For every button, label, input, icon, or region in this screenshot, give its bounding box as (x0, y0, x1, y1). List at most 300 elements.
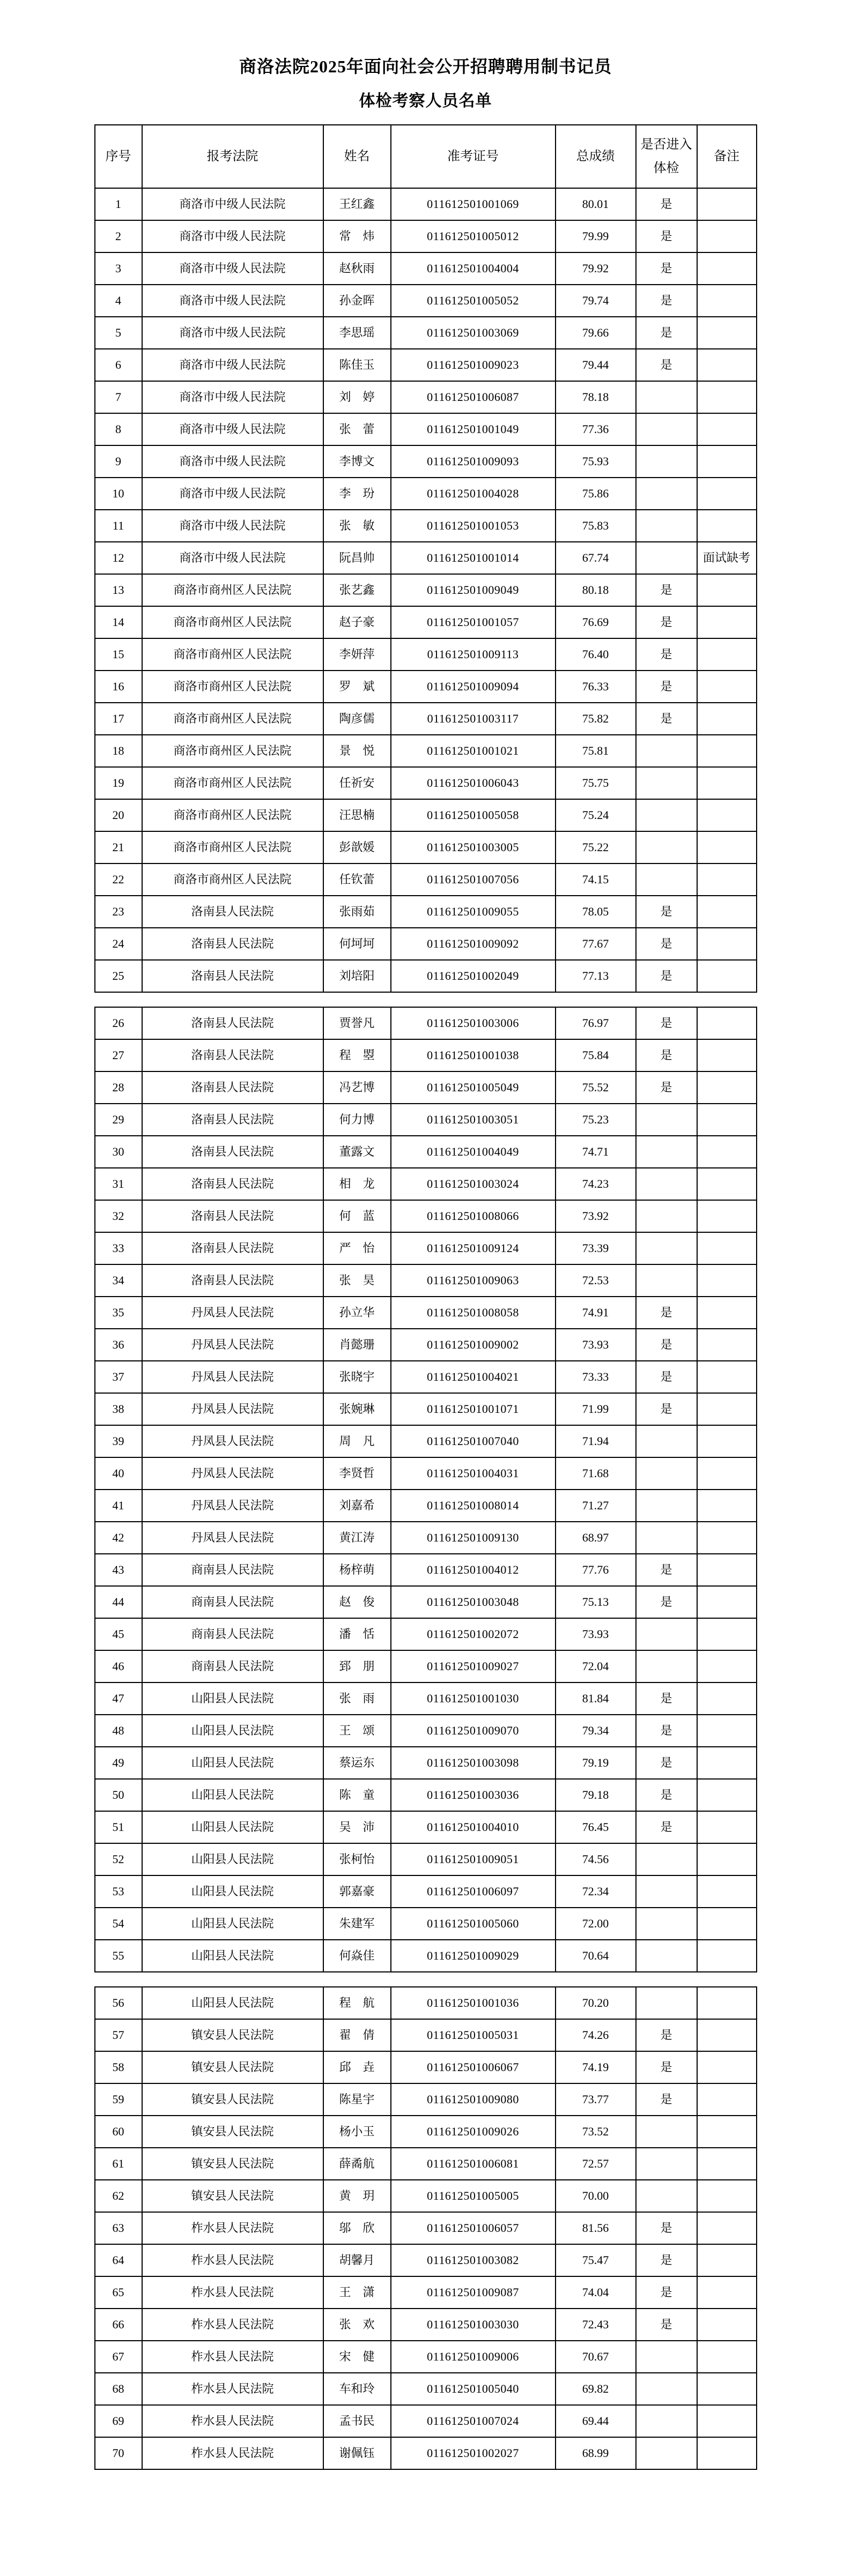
court-cell: 商洛市中级人民法院 (142, 317, 323, 349)
ticket-cell: 011612501009055 (391, 896, 556, 928)
name-cell: 何 蓝 (323, 1200, 391, 1232)
score-cell: 73.52 (556, 2116, 636, 2148)
shortlisted-cell (636, 2180, 697, 2212)
ticket-cell: 011612501009006 (391, 2341, 556, 2373)
name-cell: 肖懿珊 (323, 1329, 391, 1361)
seq-cell: 63 (95, 2212, 142, 2244)
shortlisted-cell: 是 (636, 703, 697, 735)
table-row (95, 1104, 757, 1136)
table-row (95, 735, 757, 767)
remark-cell (697, 896, 757, 928)
score-cell: 73.92 (556, 1200, 636, 1232)
remark-cell (697, 188, 757, 220)
seq-cell: 1 (95, 188, 142, 220)
name-cell: 王 潇 (323, 2276, 391, 2309)
seq-cell: 69 (95, 2405, 142, 2437)
name-cell: 张柯怡 (323, 1843, 391, 1875)
court-cell: 洛南县人民法院 (142, 1136, 323, 1168)
table-row (95, 188, 757, 220)
ticket-cell: 011612501009029 (391, 1940, 556, 1972)
table-row (95, 2244, 757, 2276)
name-cell: 邱 垚 (323, 2051, 391, 2083)
court-cell: 商洛市中级人民法院 (142, 510, 323, 542)
name-cell: 何焱佳 (323, 1940, 391, 1972)
roster-table-section-2 (94, 1007, 757, 1972)
seq-cell: 50 (95, 1779, 142, 1811)
shortlisted-cell: 是 (636, 1811, 697, 1843)
name-cell: 刘 婷 (323, 381, 391, 413)
name-cell: 陈 童 (323, 1779, 391, 1811)
shortlisted-cell: 是 (636, 2276, 697, 2309)
name-cell: 赵 俊 (323, 1586, 391, 1618)
court-cell: 商洛市商州区人民法院 (142, 606, 323, 638)
seq-cell: 49 (95, 1747, 142, 1779)
ticket-cell: 011612501005005 (391, 2180, 556, 2212)
court-cell: 商南县人民法院 (142, 1554, 323, 1586)
seq-cell: 4 (95, 285, 142, 317)
ticket-cell: 011612501001014 (391, 542, 556, 574)
table-row (95, 2341, 757, 2373)
shortlisted-cell (636, 1875, 697, 1908)
header-row (95, 125, 757, 188)
ticket-cell: 011612501007056 (391, 863, 556, 896)
score-cell: 74.71 (556, 1136, 636, 1168)
remark-cell (697, 1104, 757, 1136)
header-cell-remark: 备注 (697, 125, 757, 188)
seq-cell: 12 (95, 542, 142, 574)
ticket-cell: 011612501009002 (391, 1329, 556, 1361)
table-row (95, 349, 757, 381)
seq-cell: 10 (95, 478, 142, 510)
court-cell: 洛南县人民法院 (142, 1168, 323, 1200)
table-row (95, 1361, 757, 1393)
shortlisted-cell: 是 (636, 960, 697, 992)
score-cell: 75.93 (556, 445, 636, 478)
table-row (95, 2309, 757, 2341)
table-row (95, 2148, 757, 2180)
court-cell: 洛南县人民法院 (142, 1232, 323, 1264)
seq-cell: 33 (95, 1232, 142, 1264)
score-cell: 72.00 (556, 1908, 636, 1940)
seq-cell: 13 (95, 574, 142, 606)
name-cell: 孙立华 (323, 1297, 391, 1329)
court-cell: 洛南县人民法院 (142, 1007, 323, 1039)
ticket-cell: 011612501009092 (391, 928, 556, 960)
table-row (95, 445, 757, 478)
table-row (95, 1940, 757, 1972)
court-cell: 商洛市商州区人民法院 (142, 638, 323, 671)
court-cell: 商洛市中级人民法院 (142, 542, 323, 574)
score-cell: 75.23 (556, 1104, 636, 1136)
table-row (95, 220, 757, 252)
ticket-cell: 011612501004021 (391, 1361, 556, 1393)
court-cell: 洛南县人民法院 (142, 960, 323, 992)
score-cell: 76.45 (556, 1811, 636, 1843)
score-cell: 67.74 (556, 542, 636, 574)
table-row (95, 1264, 757, 1297)
table-row (95, 1843, 757, 1875)
table-row (95, 1457, 757, 1490)
ticket-cell: 011612501007024 (391, 2405, 556, 2437)
court-cell: 商洛市商州区人民法院 (142, 863, 323, 896)
court-cell: 丹凤县人民法院 (142, 1329, 323, 1361)
ticket-cell: 011612501003048 (391, 1586, 556, 1618)
score-cell: 69.82 (556, 2373, 636, 2405)
table-row (95, 799, 757, 831)
name-cell: 陈星宇 (323, 2083, 391, 2116)
score-cell: 75.13 (556, 1586, 636, 1618)
remark-cell (697, 1200, 757, 1232)
document-subtitle: 体检考察人员名单 (359, 92, 492, 110)
table-row (95, 413, 757, 445)
remark-cell (697, 1811, 757, 1843)
seq-cell: 2 (95, 220, 142, 252)
court-cell: 商洛市中级人民法院 (142, 188, 323, 220)
remark-cell (697, 1908, 757, 1940)
shortlisted-cell (636, 2148, 697, 2180)
table-row (95, 1425, 757, 1457)
name-cell: 谢佩钰 (323, 2437, 391, 2469)
seq-cell: 51 (95, 1811, 142, 1843)
name-cell: 相 龙 (323, 1168, 391, 1200)
table-row (95, 478, 757, 510)
ticket-cell: 011612501001038 (391, 1039, 556, 1071)
shortlisted-cell (636, 735, 697, 767)
ticket-cell: 011612501006087 (391, 381, 556, 413)
name-cell: 陶彦儒 (323, 703, 391, 735)
score-cell: 79.99 (556, 220, 636, 252)
shortlisted-cell: 是 (636, 1297, 697, 1329)
court-cell: 商洛市商州区人民法院 (142, 671, 323, 703)
table-row (95, 1071, 757, 1104)
score-cell: 75.22 (556, 831, 636, 863)
remark-cell (697, 735, 757, 767)
table-row (95, 1232, 757, 1264)
name-cell: 车和玲 (323, 2373, 391, 2405)
seq-cell: 68 (95, 2373, 142, 2405)
court-cell: 商洛市商州区人民法院 (142, 703, 323, 735)
name-cell: 赵子豪 (323, 606, 391, 638)
seq-cell: 39 (95, 1425, 142, 1457)
shortlisted-cell (636, 478, 697, 510)
shortlisted-cell (636, 1104, 697, 1136)
table-row (95, 638, 757, 671)
shortlisted-cell: 是 (636, 1329, 697, 1361)
seq-cell: 5 (95, 317, 142, 349)
shortlisted-cell: 是 (636, 317, 697, 349)
seq-cell: 31 (95, 1168, 142, 1200)
ticket-cell: 011612501004010 (391, 1811, 556, 1843)
score-cell: 77.76 (556, 1554, 636, 1586)
seq-cell: 47 (95, 1682, 142, 1715)
name-cell: 汪思楠 (323, 799, 391, 831)
score-cell: 75.81 (556, 735, 636, 767)
remark-cell (697, 960, 757, 992)
remark-cell (697, 252, 757, 285)
ticket-cell: 011612501009093 (391, 445, 556, 478)
seq-cell: 29 (95, 1104, 142, 1136)
seq-cell: 11 (95, 510, 142, 542)
ticket-cell: 011612501006081 (391, 2148, 556, 2180)
court-cell: 商洛市中级人民法院 (142, 349, 323, 381)
remark-cell (697, 1875, 757, 1908)
ticket-cell: 011612501005040 (391, 2373, 556, 2405)
ticket-cell: 011612501001030 (391, 1682, 556, 1715)
score-cell: 80.01 (556, 188, 636, 220)
seq-cell: 64 (95, 2244, 142, 2276)
name-cell: 李贤哲 (323, 1457, 391, 1490)
shortlisted-cell (636, 2437, 697, 2469)
name-cell: 张晓宇 (323, 1361, 391, 1393)
table-row (95, 2180, 757, 2212)
roster-table-section-3 (94, 1986, 757, 2470)
table-row (95, 1200, 757, 1232)
name-cell: 冯艺博 (323, 1071, 391, 1104)
court-cell: 丹凤县人民法院 (142, 1297, 323, 1329)
ticket-cell: 011612501003082 (391, 2244, 556, 2276)
score-cell: 75.84 (556, 1039, 636, 1071)
ticket-cell: 011612501005031 (391, 2019, 556, 2051)
remark-cell (697, 1682, 757, 1715)
shortlisted-cell (636, 1490, 697, 1522)
seq-cell: 57 (95, 2019, 142, 2051)
score-cell: 79.44 (556, 349, 636, 381)
court-cell: 商洛市商州区人民法院 (142, 767, 323, 799)
remark-cell (697, 1264, 757, 1297)
ticket-cell: 011612501005058 (391, 799, 556, 831)
seq-cell: 19 (95, 767, 142, 799)
shortlisted-cell (636, 831, 697, 863)
shortlisted-cell: 是 (636, 1554, 697, 1586)
court-cell: 商南县人民法院 (142, 1586, 323, 1618)
name-cell: 严 怡 (323, 1232, 391, 1264)
score-cell: 72.34 (556, 1875, 636, 1908)
ticket-cell: 011612501008066 (391, 1200, 556, 1232)
seq-cell: 34 (95, 1264, 142, 1297)
court-cell: 柞水县人民法院 (142, 2437, 323, 2469)
shortlisted-cell (636, 767, 697, 799)
score-cell: 76.69 (556, 606, 636, 638)
seq-cell: 48 (95, 1715, 142, 1747)
remark-cell (697, 510, 757, 542)
seq-cell: 40 (95, 1457, 142, 1490)
shortlisted-cell: 是 (636, 1007, 697, 1039)
remark-cell (697, 1522, 757, 1554)
ticket-cell: 011612501009113 (391, 638, 556, 671)
court-cell: 山阳县人民法院 (142, 1682, 323, 1715)
court-cell: 丹凤县人民法院 (142, 1361, 323, 1393)
remark-cell (697, 1297, 757, 1329)
shortlisted-cell: 是 (636, 1361, 697, 1393)
table-row (95, 1007, 757, 1039)
ticket-cell: 011612501003051 (391, 1104, 556, 1136)
court-cell: 山阳县人民法院 (142, 1908, 323, 1940)
shortlisted-cell (636, 1168, 697, 1200)
table-row (95, 2276, 757, 2309)
seq-cell: 36 (95, 1329, 142, 1361)
court-cell: 柞水县人民法院 (142, 2309, 323, 2341)
table-row (95, 606, 757, 638)
seq-cell: 45 (95, 1618, 142, 1650)
shortlisted-cell (636, 413, 697, 445)
table-row (95, 574, 757, 606)
shortlisted-cell: 是 (636, 671, 697, 703)
remark-cell (697, 1361, 757, 1393)
table-row (95, 1393, 757, 1425)
table-row (95, 1586, 757, 1618)
court-cell: 柞水县人民法院 (142, 2276, 323, 2309)
seq-cell: 14 (95, 606, 142, 638)
ticket-cell: 011612501008058 (391, 1297, 556, 1329)
name-cell: 潘 恬 (323, 1618, 391, 1650)
header-cell-name: 姓名 (323, 125, 391, 188)
shortlisted-cell: 是 (636, 2244, 697, 2276)
seq-cell: 28 (95, 1071, 142, 1104)
court-cell: 丹凤县人民法院 (142, 1425, 323, 1457)
court-cell: 洛南县人民法院 (142, 1071, 323, 1104)
table-row (95, 1908, 757, 1940)
shortlisted-cell: 是 (636, 188, 697, 220)
table-row (95, 2083, 757, 2116)
ticket-cell: 011612501005049 (391, 1071, 556, 1104)
court-cell: 山阳县人民法院 (142, 1987, 323, 2019)
remark-cell (697, 349, 757, 381)
remark-cell (697, 413, 757, 445)
ticket-cell: 011612501006043 (391, 767, 556, 799)
ticket-cell: 011612501003030 (391, 2309, 556, 2341)
seq-cell: 41 (95, 1490, 142, 1522)
seq-cell: 62 (95, 2180, 142, 2212)
court-cell: 商洛市商州区人民法院 (142, 799, 323, 831)
seq-cell: 18 (95, 735, 142, 767)
remark-cell (697, 1136, 757, 1168)
shortlisted-cell: 是 (636, 349, 697, 381)
table-row (95, 896, 757, 928)
score-cell: 73.77 (556, 2083, 636, 2116)
table-row (95, 1682, 757, 1715)
table-row (95, 1715, 757, 1747)
score-cell: 73.93 (556, 1618, 636, 1650)
score-cell: 72.53 (556, 1264, 636, 1297)
remark-cell (697, 2244, 757, 2276)
ticket-cell: 011612501009080 (391, 2083, 556, 2116)
shortlisted-cell (636, 1264, 697, 1297)
remark-cell (697, 574, 757, 606)
score-cell: 69.44 (556, 2405, 636, 2437)
remark-cell (697, 2180, 757, 2212)
remark-cell (697, 1071, 757, 1104)
score-cell: 76.33 (556, 671, 636, 703)
remark-cell (697, 2405, 757, 2437)
name-cell: 薛矞航 (323, 2148, 391, 2180)
name-cell: 孙金晖 (323, 285, 391, 317)
score-cell: 72.57 (556, 2148, 636, 2180)
ticket-cell: 011612501007040 (391, 1425, 556, 1457)
name-cell: 王红鑫 (323, 188, 391, 220)
court-cell: 商南县人民法院 (142, 1650, 323, 1682)
shortlisted-cell: 是 (636, 2019, 697, 2051)
shortlisted-cell: 是 (636, 252, 697, 285)
court-cell: 镇安县人民法院 (142, 2019, 323, 2051)
seq-cell: 21 (95, 831, 142, 863)
seq-cell: 42 (95, 1522, 142, 1554)
seq-cell: 67 (95, 2341, 142, 2373)
ticket-cell: 011612501009130 (391, 1522, 556, 1554)
court-cell: 洛南县人民法院 (142, 1104, 323, 1136)
ticket-cell: 011612501001021 (391, 735, 556, 767)
court-cell: 丹凤县人民法院 (142, 1522, 323, 1554)
ticket-cell: 011612501001049 (391, 413, 556, 445)
score-cell: 71.68 (556, 1457, 636, 1490)
seq-cell: 23 (95, 896, 142, 928)
name-cell: 任钦蕾 (323, 863, 391, 896)
table-row (95, 1875, 757, 1908)
ticket-cell: 011612501005052 (391, 285, 556, 317)
name-cell: 周 凡 (323, 1425, 391, 1457)
court-cell: 山阳县人民法院 (142, 1940, 323, 1972)
court-cell: 丹凤县人民法院 (142, 1490, 323, 1522)
remark-cell (697, 1779, 757, 1811)
shortlisted-cell: 是 (636, 574, 697, 606)
remark-cell (697, 2341, 757, 2373)
seq-cell: 16 (95, 671, 142, 703)
seq-cell: 6 (95, 349, 142, 381)
shortlisted-cell (636, 863, 697, 896)
ticket-cell: 011612501009063 (391, 1264, 556, 1297)
name-cell: 张 蕾 (323, 413, 391, 445)
name-cell: 张 昊 (323, 1264, 391, 1297)
score-cell: 80.18 (556, 574, 636, 606)
score-cell: 74.91 (556, 1297, 636, 1329)
score-cell: 75.75 (556, 767, 636, 799)
ticket-cell: 011612501002027 (391, 2437, 556, 2469)
score-cell: 78.18 (556, 381, 636, 413)
name-cell: 彭歆媛 (323, 831, 391, 863)
shortlisted-cell: 是 (636, 220, 697, 252)
ticket-cell: 011612501009026 (391, 2116, 556, 2148)
score-cell: 78.05 (556, 896, 636, 928)
score-cell: 75.52 (556, 1071, 636, 1104)
seq-cell: 52 (95, 1843, 142, 1875)
ticket-cell: 011612501006097 (391, 1875, 556, 1908)
score-cell: 74.19 (556, 2051, 636, 2083)
name-cell: 黄 玥 (323, 2180, 391, 2212)
seq-cell: 9 (95, 445, 142, 478)
remark-cell (697, 1039, 757, 1071)
name-cell: 杨小玉 (323, 2116, 391, 2148)
score-cell: 79.19 (556, 1747, 636, 1779)
shortlisted-cell: 是 (636, 638, 697, 671)
score-cell: 75.82 (556, 703, 636, 735)
seq-cell: 24 (95, 928, 142, 960)
court-cell: 商洛市中级人民法院 (142, 220, 323, 252)
shortlisted-cell (636, 1843, 697, 1875)
shortlisted-cell: 是 (636, 2212, 697, 2244)
court-cell: 山阳县人民法院 (142, 1747, 323, 1779)
court-cell: 山阳县人民法院 (142, 1843, 323, 1875)
ticket-cell: 011612501003069 (391, 317, 556, 349)
score-cell: 79.92 (556, 252, 636, 285)
seq-cell: 22 (95, 863, 142, 896)
header-cell-score: 总成绩 (556, 125, 636, 188)
table-row (95, 1136, 757, 1168)
score-cell: 79.66 (556, 317, 636, 349)
seq-cell: 26 (95, 1007, 142, 1039)
court-cell: 商洛市商州区人民法院 (142, 574, 323, 606)
seq-cell: 61 (95, 2148, 142, 2180)
score-cell: 68.97 (556, 1522, 636, 1554)
score-cell: 70.20 (556, 1987, 636, 2019)
